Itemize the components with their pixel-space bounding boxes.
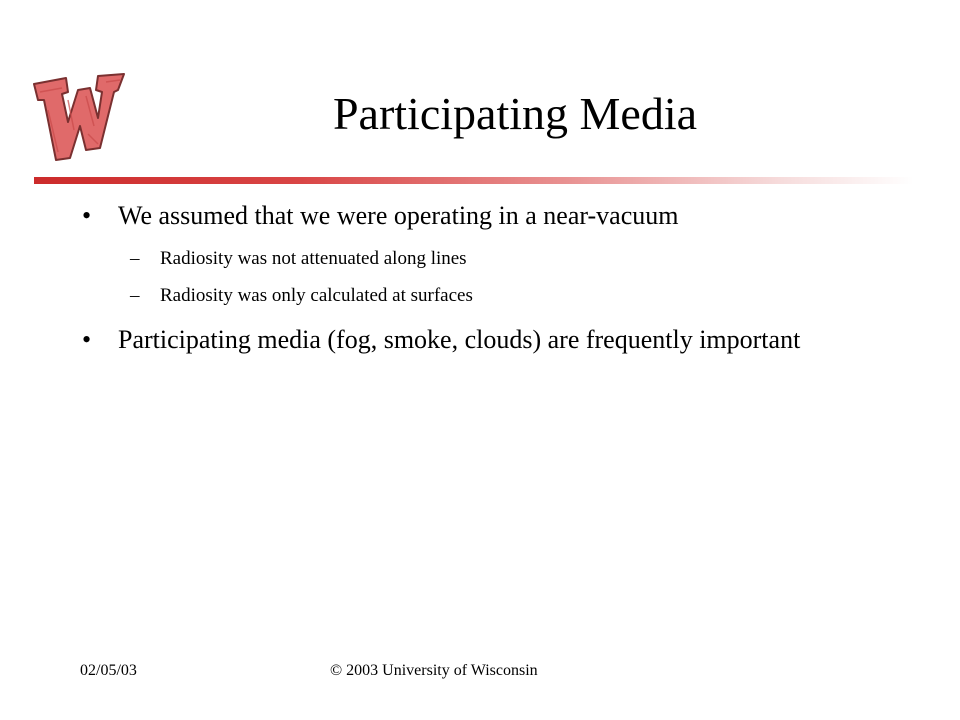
- bullet-item: [82, 324, 882, 356]
- sub-bullet-mark: –: [130, 285, 140, 306]
- footer-date: 02/05/03: [80, 662, 137, 679]
- bullet-mark: •: [82, 201, 92, 230]
- sub-bullet-mark: –: [130, 248, 140, 269]
- wisconsin-w-logo-icon: [28, 70, 128, 166]
- bullet-text: Participating media (fog, smoke, clouds) are frequently important: [118, 325, 801, 354]
- bullet-item: [82, 200, 882, 232]
- sub-bullet-text: Radiosity was only calculated at surfaces: [160, 285, 473, 306]
- bullet-text: We assumed that we were operating in a near-vacuum: [118, 201, 679, 230]
- slide-content: [82, 200, 882, 356]
- title-divider: [34, 177, 914, 184]
- sub-bullet-item: [82, 247, 882, 271]
- slide-title: Participating Media: [332, 88, 698, 139]
- sub-bullet-item: [82, 284, 882, 308]
- bullet-mark: •: [82, 325, 92, 354]
- sub-bullet-text: Radiosity was not attenuated along lines: [160, 248, 467, 269]
- footer-copyright: © 2003 University of Wisconsin: [330, 662, 538, 679]
- sub-bullet-list: [82, 247, 882, 308]
